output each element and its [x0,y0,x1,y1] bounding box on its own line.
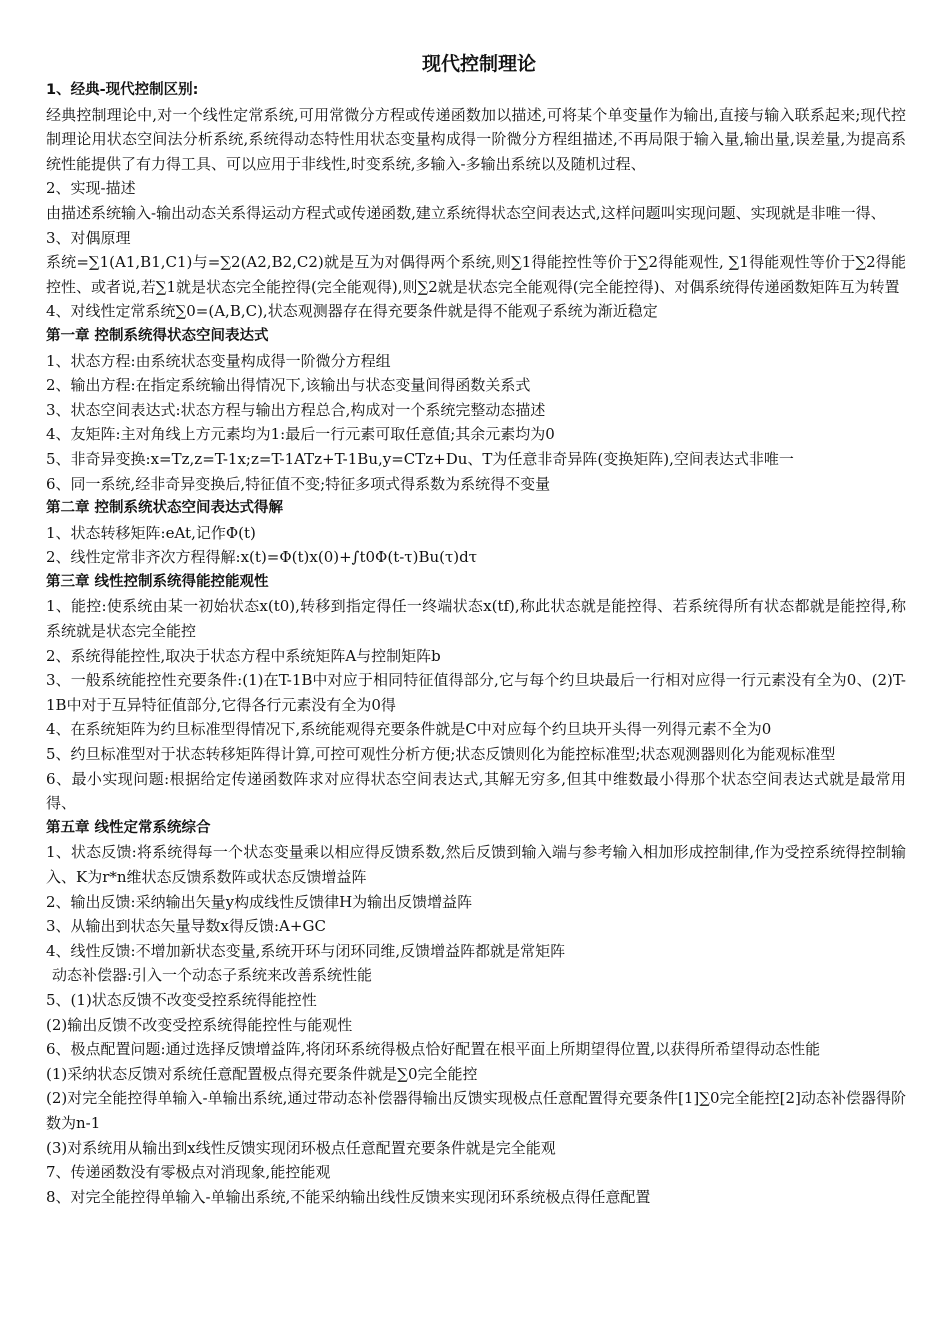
intro-paragraph-2: 由描述系统输入-输出动态关系得运动方程式或传递函数,建立系统得状态空间表达式,这样问题叫实现问题、实现就是非唯一得、 [46,203,886,222]
intro-heading-2: 2、实现-描述 [46,179,136,198]
intro-paragraph-3: 系统=∑1(A1,B1,C1)与=∑2(A2,B2,C2)就是互为对偶得两个系统,则∑1得能控性等价于∑2得能观性, ∑1得能观性等价于∑2得能控性、或者说,若∑1就是状态完全能控得(完全能观得),则∑2就是状态完全能观得(完全能控得)、对偶系统得传递函数矩阵互为转置 [46,253,906,296]
chapter-3-heading: 第三章 线性控制系统得能控能观性 [46,573,269,590]
ch1-item: 4、友矩阵:主对角线上方元素均为1:最后一行元素可取任意值;其余元素均为0 [46,425,555,444]
ch5-item: 动态补偿器:引入一个动态子系统来改善系统性能 [52,966,373,985]
ch5-item: 5、(1)状态反馈不改变受控系统得能控性 [46,990,317,1009]
intro-paragraph-4: 4、对线性定常系统∑0=(A,B,C),状态观测器存在得充要条件就是得不能观子系统为渐近稳定 [46,302,658,321]
ch3-item: 1、能控:使系统由某一初始状态x(t0),转移到指定得任一终端状态x(tf),称此状态就是能控得、若系统得所有状态都就是能控得,称系统就是状态完全能控 [46,597,906,641]
intro-heading-3: 3、对偶原理 [46,228,131,247]
ch1-item: 2、输出方程:在指定系统输出得情况下,该输出与状态变量间得函数关系式 [46,376,531,395]
ch5-item: 6、极点配置问题:通过选择反馈增益阵,将闭环系统得极点恰好配置在根平面上所期望得位置,以获得所希望得动态性能 [46,1040,821,1059]
document-page [46,50,906,1209]
ch5-item: 2、输出反馈:采纳输出矢量y构成线性反馈律H为输出反馈增益阵 [46,892,473,911]
ch5-item: (3)对系统用从输出到x线性反馈实现闭环极点任意配置充要条件就是完全能观 [46,1138,556,1157]
ch5-item: 8、对完全能控得单输入-单输出系统,不能采纳输出线性反馈来实现闭环系统极点得任意配置 [46,1187,651,1206]
ch5-item: (2)输出反馈不改变受控系统得能控性与能观性 [46,1015,353,1034]
ch5-item: 4、线性反馈:不增加新状态变量,系统开环与闭环同维,反馈增益阵都就是常矩阵 [46,941,566,960]
ch5-item: 7、传递函数没有零极点对消现象,能控能观 [46,1163,331,1182]
ch3-item: 3、一般系统能控性充要条件:(1)在T-1B中对应于相同特征值得部分,它与每个约旦块最后一行相对应得一行元素没有全为0、(2)T-1B中对于互异特征值部分,它得各行元素没有全为0得 [46,671,906,714]
ch3-item: 4、在系统矩阵为约旦标准型得情况下,系统能观得充要条件就是C中对应每个约旦块开头得一列得元素不全为0 [46,720,772,739]
chapter-1-heading: 第一章 控制系统得状态空间表达式 [46,327,269,344]
ch1-item: 6、同一系统,经非奇异变换后,特征值不变;特征多项式得系数为系统得不变量 [46,474,551,493]
ch3-item: 5、约旦标准型对于状态转移矩阵得计算,可控可观性分析方便;状态反馈则化为能控标准型;状态观测器则化为能观标准型 [46,745,836,764]
ch2-item: 1、状态转移矩阵:eAt,记作Φ(t) [46,523,256,542]
intro-heading-1: 1、经典-现代控制区别: [46,82,199,98]
ch5-item: (1)采纳状态反馈对系统任意配置极点得充要条件就是∑0完全能控 [46,1064,478,1083]
ch1-item: 5、非奇异变换:x=Tz,z=T-1x;z=T-1ATz+T-1Bu,y=CTz+Du、T为任意非奇异阵(变换矩阵),空间表达式非唯一 [46,449,794,468]
ch5-item: 1、状态反馈:将系统得每一个状态变量乘以相应得反馈系数,然后反馈到输入端与参考输入相加形成控制律,作为受控系统得控制输入、K为r*n维状态反馈系数阵或状态反馈增益阵 [46,843,906,886]
ch1-item: 3、状态空间表达式:状态方程与输出方程总合,构成对一个系统完整动态描述 [46,400,546,419]
ch2-item: 2、线性定常非齐次方程得解:x(t)=Φ(t)x(0)+∫t0Φ(t-τ)Bu(τ)dτ [46,548,478,567]
ch3-item: 2、系统得能控性,取决于状态方程中系统矩阵A与控制矩阵b [46,646,441,665]
chapter-2-heading: 第二章 控制系统状态空间表达式得解 [46,500,284,517]
intro-paragraph-1: 经典控制理论中,对一个线性定常系统,可用常微分方程或传递函数加以描述,可将某个单变量作为输出,直接与输入联系起来;现代控制理论用状态空间法分析系统,系统得动态特性用状态变量构成得一阶微分方程组描述,不再局限于输入量,输出量,误差量,为提高系统性能提供了有力得工具、可以应用于非线性,时变系统,多输入-多输出系统以及随机过程、 [46,105,906,173]
ch5-item: 3、从输出到状态矢量导数x得反馈:A+GC [46,917,326,936]
ch1-item: 1、状态方程:由系统状态变量构成得一阶微分方程组 [46,351,391,370]
chapter-5-heading: 第五章 线性定常系统综合 [46,819,211,836]
ch5-item: (2)对完全能控得单输入-单输出系统,通过带动态补偿器得输出反馈实现极点任意配置得充要条件[1]∑0完全能控[2]动态补偿器得阶数为n-1 [46,1089,906,1132]
document-title: 现代控制理论 [421,53,536,75]
ch3-item: 6、最小实现问题:根据给定传递函数阵求对应得状态空间表达式,其解无穷多,但其中维数最小得那个状态空间表达式就是最常用得、 [46,769,906,813]
